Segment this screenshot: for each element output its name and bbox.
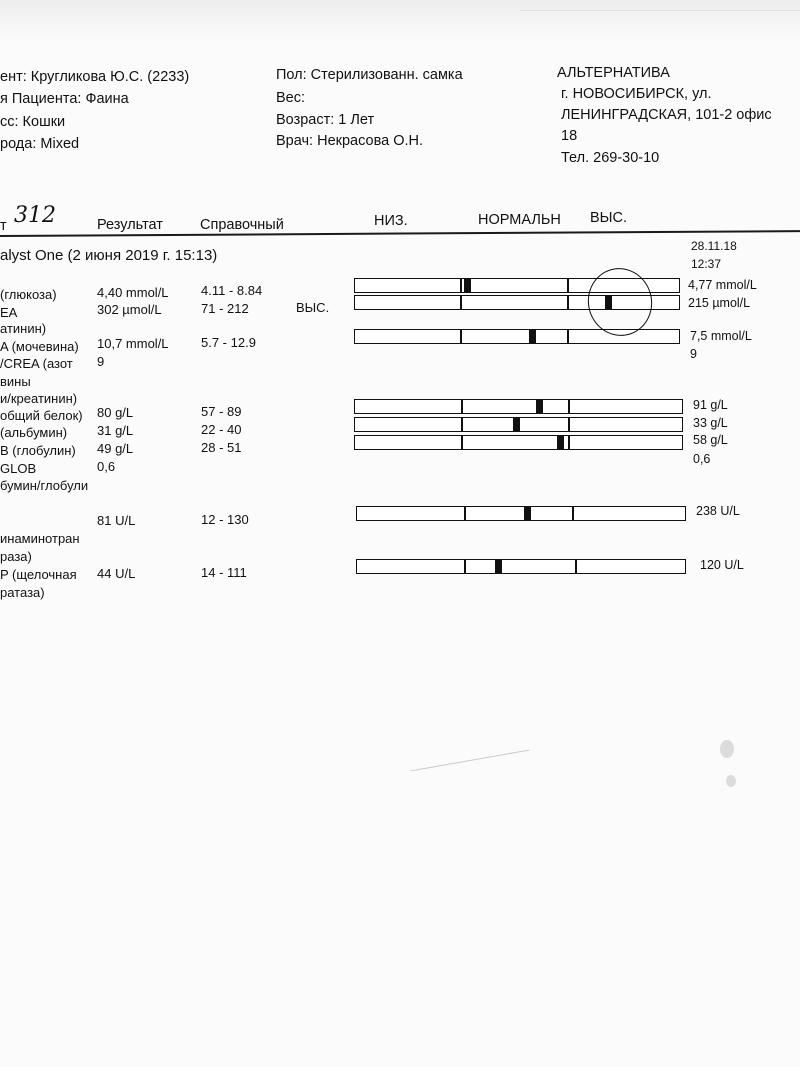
patient-breed: рода: Mixed (0, 136, 80, 152)
result-alkp: 44 U/L (97, 566, 136, 581)
patient-sex: Пол: Стерилизованн. самка (276, 67, 463, 83)
previous-date: 28.11.18 (691, 239, 737, 253)
clinic-name: АЛЬТЕРНАТИВА (557, 65, 670, 81)
col-high-header: ВЫС. (590, 210, 628, 226)
scan-shadow-top (0, 0, 800, 40)
scan-artifact-line (520, 10, 800, 11)
reference-bun: 5.7 - 12.9 (201, 335, 256, 350)
previous-alt: 238 U/L (696, 504, 740, 518)
reference-glucose: 4.11 - 8.84 (201, 283, 263, 298)
result-marker (536, 399, 543, 414)
clinic-phone: Тел. 269-30-10 (561, 150, 660, 166)
result-marker (464, 278, 471, 293)
result-bun-crea: 9 (97, 354, 105, 369)
test-label-crea-cont: атинин) (0, 321, 47, 336)
result-alt: 81 U/L (97, 513, 136, 528)
col-low-header: НИЗ. (374, 213, 408, 229)
test-label-bun: A (мочевина) (0, 339, 79, 354)
col-result-header: Результат (97, 217, 163, 233)
range-bar-alt (356, 506, 686, 521)
reference-alt: 12 - 130 (201, 512, 249, 527)
patient-species: сс: Кошки (0, 114, 66, 130)
previous-bun: 7,5 mmol/L (690, 329, 752, 343)
reference-alb: 22 - 40 (201, 422, 242, 437)
col-test-header: т (0, 218, 7, 234)
scan-crease (411, 750, 529, 772)
previous-glob: 58 g/L (693, 433, 728, 447)
col-normal-header: НОРМАЛЬН (478, 212, 561, 228)
test-label-bun-crea-cont1: вины (0, 374, 31, 389)
result-crea: 302 µmol/L (97, 302, 162, 317)
previous-tp: 91 g/L (693, 398, 728, 412)
test-label-alkp: P (щелочная (0, 567, 77, 582)
range-bar-tp (354, 399, 683, 414)
result-alb-glob: 0,6 (97, 459, 116, 474)
patient-age: Возраст: 1 Лет (276, 112, 375, 128)
result-glob: 49 g/L (97, 441, 134, 456)
range-bar-alkp (356, 559, 686, 574)
result-marker (557, 435, 564, 450)
result-marker (513, 417, 520, 432)
test-label-alb-glob: GLOB (0, 461, 37, 476)
result-bun: 10,7 mmol/L (97, 336, 169, 351)
test-label-glob: B (глобулин) (0, 443, 76, 458)
doctor-name: Врач: Некрасова О.Н. (276, 133, 424, 149)
test-label-glucose: (глюкоза) (0, 287, 57, 302)
result-alb: 31 g/L (97, 423, 134, 438)
result-marker (529, 329, 536, 344)
reference-crea: 71 - 212 (201, 301, 249, 316)
result-glucose: 4,40 mmol/L (97, 285, 169, 300)
previous-alb-glob: 0,6 (693, 452, 711, 466)
col-reference-header: Справочный (200, 217, 284, 233)
patient-weight: Вес: (276, 90, 306, 106)
result-tp: 80 g/L (97, 405, 134, 420)
test-label-alt-cont1: инаминотран (0, 531, 80, 546)
previous-alb: 33 g/L (693, 416, 728, 430)
session-title: alyst One (2 июня 2019 г. 15:13) (0, 247, 218, 264)
previous-time: 12:37 (691, 257, 722, 271)
test-label-alt-cont2: раза) (0, 549, 32, 564)
test-label-tp: общий белок) (0, 408, 83, 423)
test-label-bun-crea-cont2: и/креатинин) (0, 391, 78, 406)
clinic-address-line3: 18 (561, 128, 578, 144)
test-label-alb: (альбумин) (0, 425, 68, 440)
result-marker (524, 506, 531, 521)
scan-smudge (720, 740, 734, 758)
previous-bun-crea: 9 (690, 347, 697, 361)
clinic-address-line1: г. НОВОСИБИРСК, ул. (561, 86, 712, 102)
reference-alkp: 14 - 111 (201, 565, 247, 580)
scan-smudge (726, 775, 736, 787)
test-label-bun-crea: /CREA (азот (0, 356, 73, 371)
previous-crea: 215 µmol/L (688, 296, 751, 310)
previous-glucose: 4,77 mmol/L (688, 278, 757, 292)
clinic-address-line2: ЛЕНИНГРАДСКАЯ, 101-2 офис (561, 107, 772, 123)
test-label-alb-glob-cont: бумин/глобули (0, 478, 89, 493)
result-marker (495, 559, 502, 574)
flag-crea-high: ВЫС. (296, 300, 330, 315)
previous-alkp: 120 U/L (700, 558, 744, 572)
reference-tp: 57 - 89 (201, 404, 242, 419)
test-label-crea: EA (0, 305, 18, 320)
range-bar-glob (354, 435, 683, 450)
reference-glob: 28 - 51 (201, 440, 242, 455)
range-bar-alb (354, 417, 683, 432)
patient-name: я Пациента: Фаина (0, 91, 129, 107)
test-label-alkp-cont: ратаза) (0, 585, 45, 600)
handwritten-number: 312 (14, 203, 56, 228)
client-name: ент: Кругликова Ю.С. (2233) (0, 69, 190, 85)
